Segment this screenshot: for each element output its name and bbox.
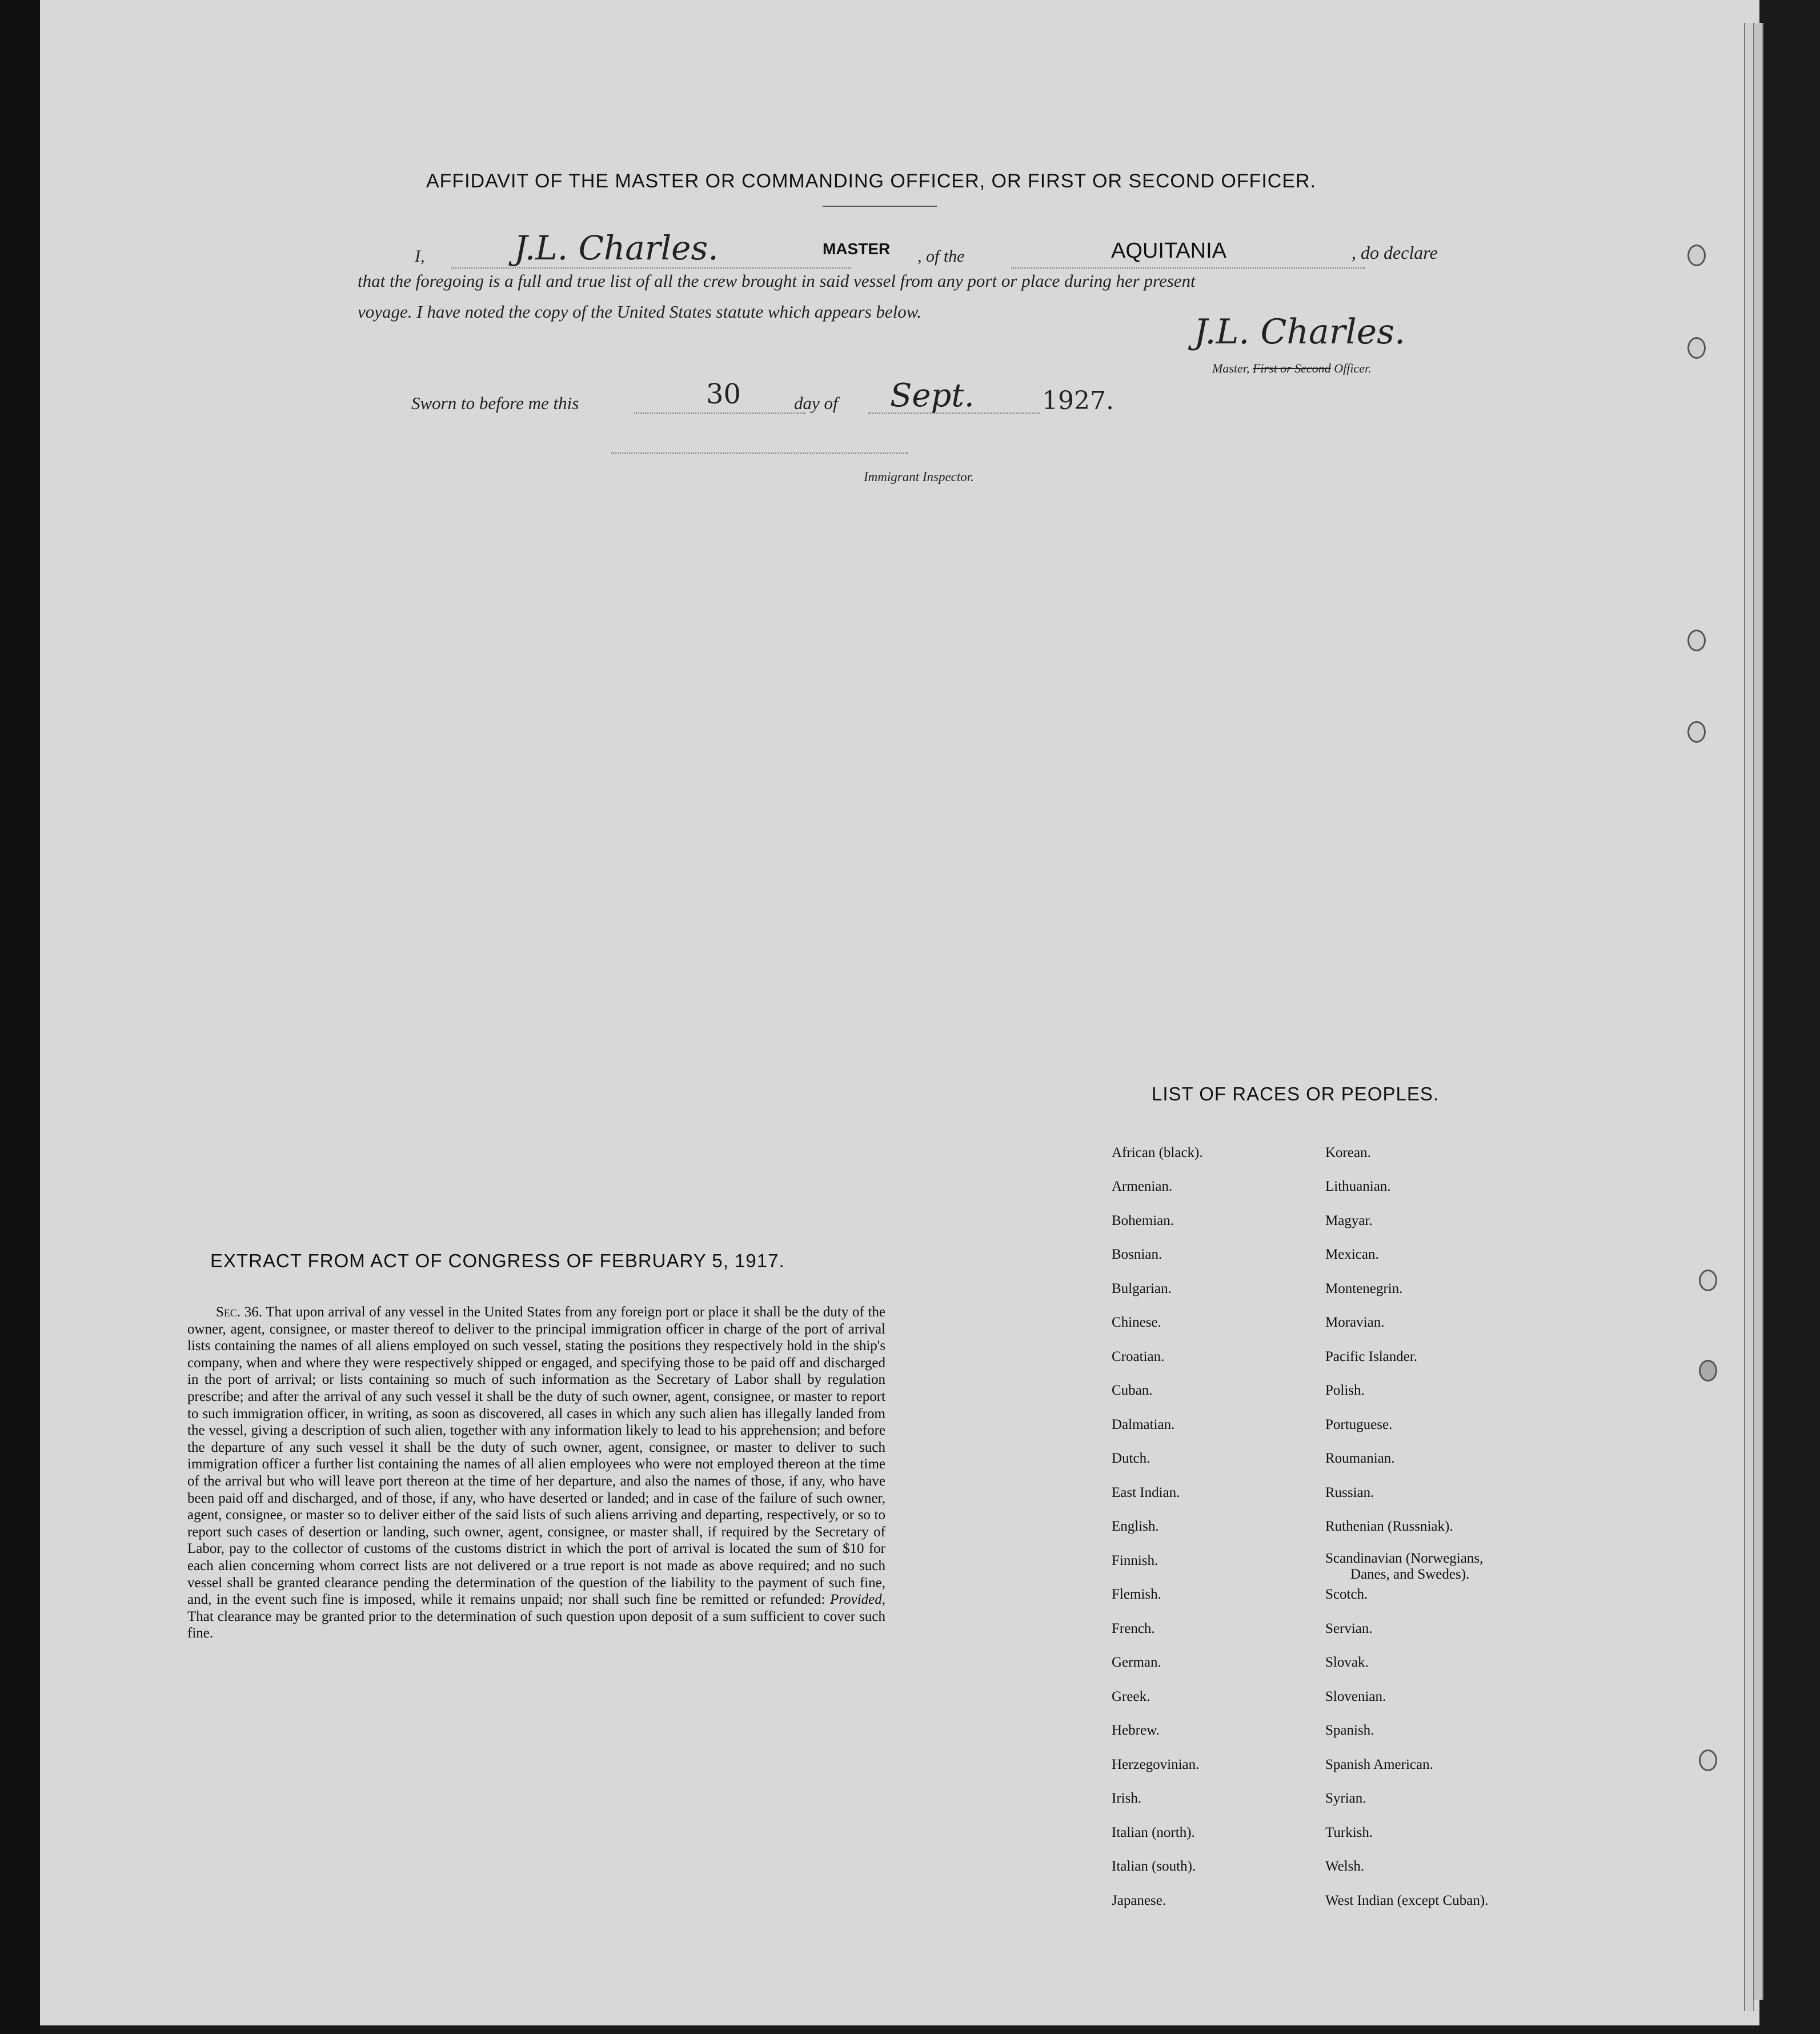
- do-declare-label: , do declare: [1352, 242, 1438, 263]
- race-item: Finnish.: [1112, 1553, 1158, 1568]
- inspector-line: [611, 453, 908, 454]
- race-item: East Indian.: [1112, 1485, 1180, 1500]
- binder-hole: [1687, 721, 1706, 743]
- caption-officer: Officer.: [1330, 361, 1372, 375]
- race-item: German.: [1112, 1655, 1161, 1670]
- race-item: Croatian.: [1112, 1349, 1165, 1364]
- section-label: Sec. 36.: [216, 1304, 263, 1320]
- race-item: Irish.: [1112, 1791, 1142, 1806]
- month-line: [868, 413, 1040, 414]
- race-item: Chinese.: [1112, 1315, 1161, 1330]
- master-label: MASTER: [823, 240, 891, 258]
- race-item: Greek.: [1112, 1689, 1150, 1704]
- extract-body: [187, 1304, 885, 1642]
- race-item: Russian.: [1325, 1485, 1374, 1500]
- sworn-prefix: Sworn to before me this: [411, 393, 579, 413]
- binder-hole: [1687, 245, 1706, 266]
- race-item: Pacific Islander.: [1325, 1349, 1418, 1364]
- master-signature: J.L. Charles.: [1194, 312, 1406, 352]
- signature-caption: [1212, 361, 1372, 376]
- affidavit-prefix: I,: [415, 247, 425, 266]
- extract-title: EXTRACT FROM ACT OF CONGRESS OF FEBRUARY 5, 1917.: [210, 1250, 785, 1271]
- extract-provided: Provided,: [830, 1592, 885, 1608]
- sworn-month: Sept.: [890, 377, 975, 414]
- race-item: Dutch.: [1112, 1451, 1150, 1466]
- race-item: Bosnian.: [1112, 1247, 1162, 1262]
- race-item: Servian.: [1325, 1621, 1373, 1636]
- race-item: Armenian.: [1112, 1179, 1173, 1194]
- race-item: Spanish American.: [1325, 1757, 1433, 1772]
- binder-hole: [1699, 1749, 1717, 1771]
- inspector-caption: Immigrant Inspector.: [864, 470, 974, 484]
- day-line: [634, 413, 805, 414]
- race-item: Dalmatian.: [1112, 1417, 1175, 1432]
- binder-hole: [1687, 337, 1706, 359]
- race-item: Danes, and Swedes).: [1350, 1567, 1470, 1582]
- sworn-day: 30: [706, 378, 741, 410]
- day-of-label: day of: [794, 393, 838, 413]
- race-item: Scotch.: [1325, 1587, 1368, 1602]
- binder-hole: [1699, 1270, 1717, 1291]
- master-signature-name: J.L. Charles.: [514, 229, 719, 267]
- race-item: Bohemian.: [1112, 1213, 1174, 1228]
- race-item: West Indian (except Cuban).: [1325, 1893, 1489, 1908]
- race-item: African (black).: [1112, 1145, 1203, 1160]
- sworn-year: 1927.: [1042, 386, 1114, 415]
- races-title: LIST OF RACES OR PEOPLES.: [1152, 1083, 1440, 1104]
- race-item: Portuguese.: [1325, 1417, 1393, 1432]
- caption-master: Master,: [1212, 361, 1253, 375]
- name-line: [451, 267, 851, 269]
- race-item: Welsh.: [1325, 1859, 1365, 1874]
- caption-first-second: First or Second: [1252, 361, 1331, 375]
- race-item: Slovenian.: [1325, 1689, 1386, 1704]
- race-item: Italian (north).: [1112, 1825, 1195, 1840]
- vessel-name: AQUITANIA: [1111, 239, 1226, 263]
- binder-hole: [1699, 1360, 1717, 1382]
- race-item: Syrian.: [1325, 1791, 1366, 1806]
- of-the-label: , of the: [917, 247, 965, 266]
- race-item: English.: [1112, 1519, 1159, 1534]
- race-item: Slovak.: [1325, 1655, 1369, 1670]
- race-item: Turkish.: [1325, 1825, 1373, 1840]
- race-item: Ruthenian (Russniak).: [1325, 1519, 1453, 1534]
- race-item: Scandinavian (Norwegians,: [1325, 1551, 1484, 1566]
- affidavit-line-2: that the foregoing is a full and true list of all the crew brought in said vessel from any port or place during her present: [358, 271, 1196, 291]
- race-item: Polish.: [1325, 1383, 1365, 1398]
- race-item: Lithuanian.: [1325, 1179, 1391, 1194]
- race-item: French.: [1112, 1621, 1155, 1636]
- race-item: Cuban.: [1112, 1383, 1153, 1398]
- page-edge: [1753, 23, 1763, 2000]
- document-page: [40, 0, 1759, 2025]
- race-item: Spanish.: [1325, 1723, 1374, 1738]
- race-item: Moravian.: [1325, 1315, 1385, 1330]
- race-item: Mexican.: [1325, 1247, 1379, 1262]
- affidavit-title: AFFIDAVIT OF THE MASTER OR COMMANDING OFFICER, OR FIRST OR SECOND OFFICER.: [426, 170, 1317, 192]
- race-item: Korean.: [1325, 1145, 1371, 1160]
- title-rule: [823, 206, 937, 207]
- binder-hole: [1687, 630, 1706, 651]
- extract-text-2: That clearance may be granted prior to the determination of such question upon deposit of a sum sufficient to cover such fine.: [187, 1608, 885, 1641]
- race-item: Magyar.: [1325, 1213, 1373, 1228]
- scan-border: [0, 0, 40, 2034]
- extract-text-1: That upon arrival of any vessel in the United States from any foreign port or place it shall be the duty of the owner, agent, consignee, or master thereof to deliver to the principal immigration officer in charge of the port of arrival lists containing the names of all aliens employed on such vessel, stating the positions they respectively hold in the ship's company, when and where they were respectively shipped or engaged, and specifying those to be paid off and discharged in the port of arrival; or lists containing so much of such information as the Secretary of Labor shall by regulation prescribe; and after the arrival of any such vessel it shall be the duty of such owner, agent, consignee, or master to report to such immigration officer, in writing, as soon as discovered, all cases in which any such alien has illegally landed from the vessel, giving a description of such alien, together with any information likely to lead to his apprehension; and before the departure of any such vessel it shall be the duty of such owner, agent, consignee, or master to deliver to such immigration officer a further list containing the names of all alien employees who were not employed thereon at the time of the arrival but who will leave port thereon at the time of her departure, and also the names of those, if any, who have been paid off and discharged, and of those, if any, who have deserted or landed; and in case of the failure of such owner, agent, consignee, or master so to deliver either of the said lists of such aliens arriving and departing, respectively, or so to report such cases of desertion or landing, such owner, agent, consignee, or master shall, if required by the Secretary of Labor, pay to the collector of customs of the customs district in which the port of arrival is located the sum of $10 for each alien concerning whom correct lists are not delivered or a true report is not made as above required; and no such vessel shall be granted clearance pending the determination of the question of the liability to the payment of such fine, and, in the event such fine is imposed, while it remains unpaid; nor shall such fine be remitted or refunded:: [187, 1304, 886, 1608]
- race-item: Italian (south).: [1112, 1859, 1196, 1874]
- race-item: Hebrew.: [1112, 1723, 1160, 1738]
- race-item: Montenegrin.: [1325, 1281, 1403, 1296]
- vessel-line: [1011, 267, 1365, 269]
- race-item: Bulgarian.: [1112, 1281, 1172, 1296]
- affidavit-line-3: voyage. I have noted the copy of the United States statute which appears below.: [358, 302, 921, 322]
- race-item: Herzegovinian.: [1112, 1757, 1200, 1772]
- race-item: Japanese.: [1112, 1893, 1166, 1908]
- race-item: Roumanian.: [1325, 1451, 1395, 1466]
- race-item: Flemish.: [1112, 1587, 1161, 1602]
